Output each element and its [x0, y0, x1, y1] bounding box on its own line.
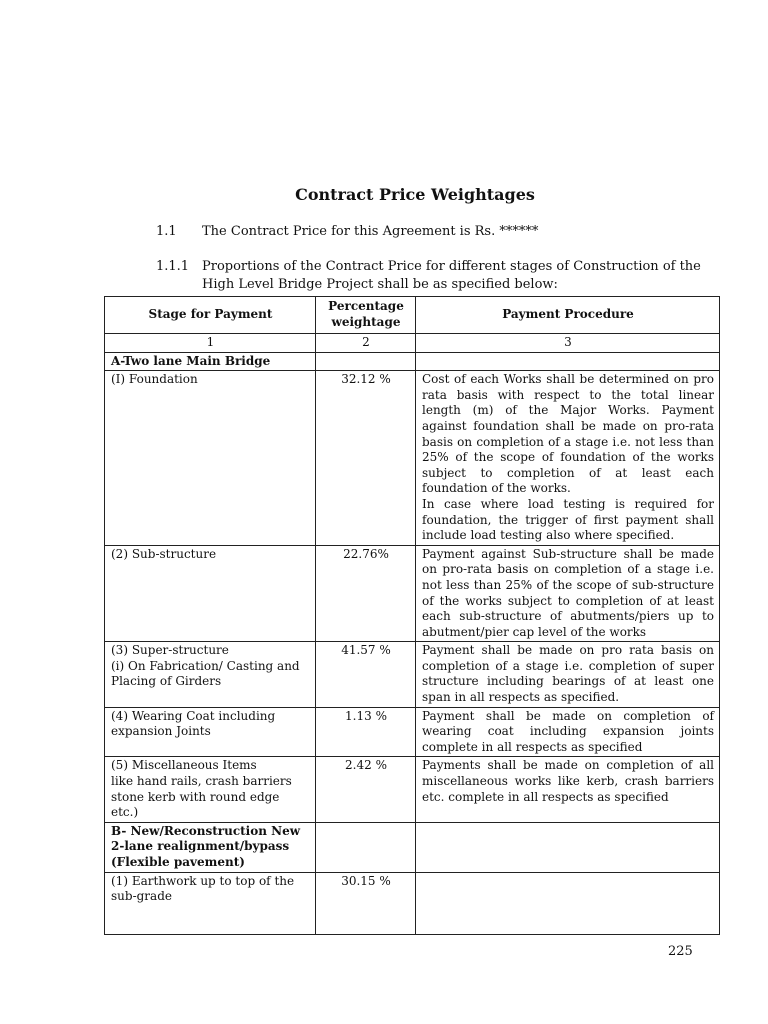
clause-number: 1.1 — [156, 224, 177, 239]
empty-cell — [416, 352, 720, 371]
header-procedure: Payment Procedure — [416, 297, 720, 334]
stage-line: etc.) — [111, 805, 139, 820]
clause-number: 1.1.1 — [156, 259, 190, 274]
section-row — [105, 822, 720, 872]
empty-cell — [416, 822, 720, 872]
clause-text: Proportions of the Contract Price for different stages of Construction of the High Level Bridge Project shall be as specified below: — [202, 259, 701, 292]
weightage-cell: 2.42 % — [316, 757, 416, 822]
col-number: 2 — [316, 334, 416, 353]
weightage-table — [104, 296, 720, 935]
stage-line: stone kerb with round edge — [111, 789, 280, 804]
stage-cell: (I) Foundation — [105, 371, 316, 546]
table-row — [105, 757, 720, 822]
procedure-cell: Payment against Sub-structure shall be made on pro-rata basis on completion of a stage i.e. not less than 25% of the scope of sub-structure of the works subject to completion of at least each sub-structure of abutments/piers up to abutment/pier cap level of the works — [416, 545, 720, 642]
column-number-row — [105, 334, 720, 353]
stage-cell: (4) Wearing Coat including expansion Joints — [105, 707, 316, 757]
header-weightage: Percentage weightage — [316, 297, 416, 334]
table-row — [105, 545, 720, 642]
stage-cell: (2) Sub-structure — [105, 545, 316, 642]
weightage-cell: 41.57 % — [316, 642, 416, 707]
col-number: 1 — [105, 334, 316, 353]
stage-line: like hand rails, crash barriers — [111, 774, 292, 789]
weightage-cell: 30.15 % — [316, 872, 416, 934]
weightage-cell: 1.13 % — [316, 707, 416, 757]
procedure-cell — [416, 371, 720, 546]
weightage-cell: 22.76% — [316, 545, 416, 642]
stage-line: (5) Miscellaneous Items — [111, 758, 257, 773]
section-a-heading: A-Two lane Main Bridge — [105, 352, 316, 371]
clause-text: The Contract Price for this Agreement is Rs. ****** — [202, 224, 539, 239]
table-row — [105, 872, 720, 934]
stage-cell — [105, 757, 316, 822]
procedure-cell: Payments shall be made on completion of all miscellaneous works like kerb, crash barriers etc. complete in all respects as specified — [416, 757, 720, 822]
header-stage: Stage for Payment — [105, 297, 316, 334]
table-row — [105, 707, 720, 757]
stage-cell: (1) Earthwork up to top of the sub-grade — [105, 872, 316, 934]
procedure-text: Cost of each Works shall be determined on pro rata basis with respect to the total linear length (m) of the Major Works. Payment against foundation shall be made on pro-rata basis on completion of a stage i.e. not less than 25% of the scope of foundation of the works subject to completion of at least each foundation of the works. — [422, 372, 714, 496]
table-row — [105, 371, 720, 546]
empty-cell — [316, 822, 416, 872]
stage-line: (3) Super-structure — [111, 643, 229, 658]
table-row — [105, 642, 720, 707]
table-header-row — [105, 297, 720, 334]
section-b-heading: B- New/Reconstruction New 2-lane realignment/bypass (Flexible pavement) — [105, 822, 316, 872]
procedure-cell — [416, 872, 720, 934]
procedure-cell: Payment shall be made on completion of wearing coat including expansion joints complete in all respects as specified — [416, 707, 720, 757]
procedure-cell: Payment shall be made on pro rata basis on completion of a stage i.e. completion of super structure including bearings of at least one span in all respects as specified. — [416, 642, 720, 707]
page-number: 225 — [668, 944, 693, 959]
col-number: 3 — [416, 334, 720, 353]
empty-cell — [316, 352, 416, 371]
page-title: Contract Price Weightages — [295, 185, 535, 204]
stage-cell — [105, 642, 316, 707]
section-row — [105, 352, 720, 371]
procedure-text-note: In case where load testing is required for foundation, the trigger of first payment shall include load testing also where specified. — [422, 496, 714, 543]
stage-line: (i) On Fabrication/ Casting and Placing of Girders — [111, 658, 300, 689]
weightage-cell: 32.12 % — [316, 371, 416, 546]
